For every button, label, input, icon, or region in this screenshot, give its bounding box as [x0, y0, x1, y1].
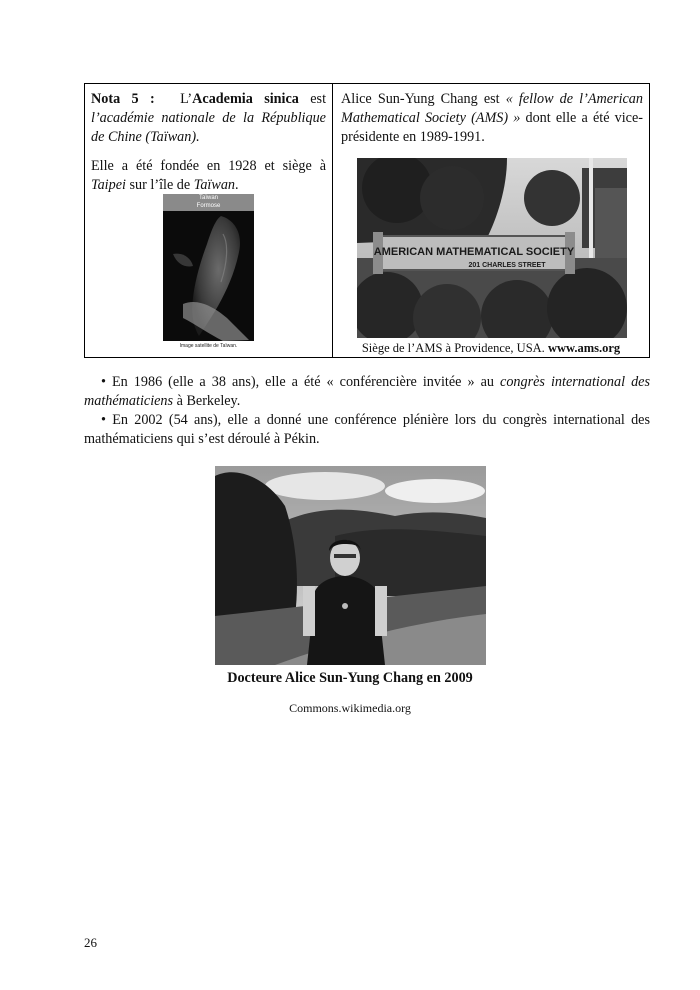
page-number: 26: [84, 935, 97, 950]
sign-text-line1: AMERICAN MATHEMATICAL SOCIETY: [373, 246, 575, 258]
text-run: .: [235, 177, 239, 193]
note-table: [84, 83, 650, 358]
bullet-list: [84, 373, 650, 449]
bullet-marker: •: [101, 374, 106, 390]
sign-text-line2: 201 CHARLES STREET: [468, 262, 546, 269]
text-run: En 1986 (elle a 38 ans), elle a été « conférencière invitée » au: [112, 374, 501, 390]
alice-chang-portrait-photo: [215, 466, 486, 665]
taiwan-satellite-image: [163, 194, 254, 351]
fellow-quote: « fellow de l’American Mathematical Society (AMS) »: [341, 91, 643, 126]
text-run: L’: [180, 91, 193, 107]
image-title: [163, 194, 254, 211]
text-run: Alice Sun-Yung Chang est: [341, 91, 506, 107]
text-run: Elle a été fondée en 1928 et siège à: [91, 158, 326, 174]
text-run: à Berkeley.: [173, 393, 241, 409]
image-source: Commons.wikimedia.org: [289, 701, 411, 715]
bullet-2002: [84, 411, 650, 449]
bullet-marker: •: [101, 412, 106, 428]
ams-photo-caption: [333, 341, 649, 356]
academia-sinica-name: Academia sinica: [192, 91, 299, 107]
founding-paragraph: [91, 157, 326, 195]
note-5-paragraph: [91, 90, 326, 147]
portrait-caption: Docteure Alice Sun-Yung Chang en 2009: [227, 670, 473, 686]
city-name: Taipei: [91, 177, 126, 193]
text-run: Siège de l’AMS à Providence, USA.: [361, 341, 548, 355]
image-title-line: Formose: [196, 203, 221, 209]
congress-name: congrès international des mathématiciens: [84, 374, 651, 409]
text-run: dont elle a été vice-présidente en 1989-1991.: [341, 110, 643, 145]
island-name: Taïwan: [193, 177, 236, 193]
text-run: En 2002 (54 ans), elle a donné une conférence plénière lors du congrès international des mathématiciens qui s’est déroulé à Pékin.: [84, 412, 650, 447]
image-title-line: Taïwan: [198, 195, 218, 201]
academia-description: l’académie nationale de la République de Chine (Taïwan).: [91, 110, 326, 145]
note-label: Nota 5 :: [91, 91, 155, 107]
text-run: sur l’île de: [125, 177, 194, 193]
note-right-cell: [333, 84, 649, 357]
note-left-cell: [85, 84, 333, 357]
ams-headquarters-photo: [357, 158, 627, 338]
image-caption: Image satellite de Taïwan.: [163, 341, 254, 351]
ams-website: www.ams.org: [547, 341, 621, 355]
bullet-1986: [84, 373, 650, 411]
ams-fellow-paragraph: [341, 90, 643, 147]
text-run: est: [298, 91, 327, 107]
